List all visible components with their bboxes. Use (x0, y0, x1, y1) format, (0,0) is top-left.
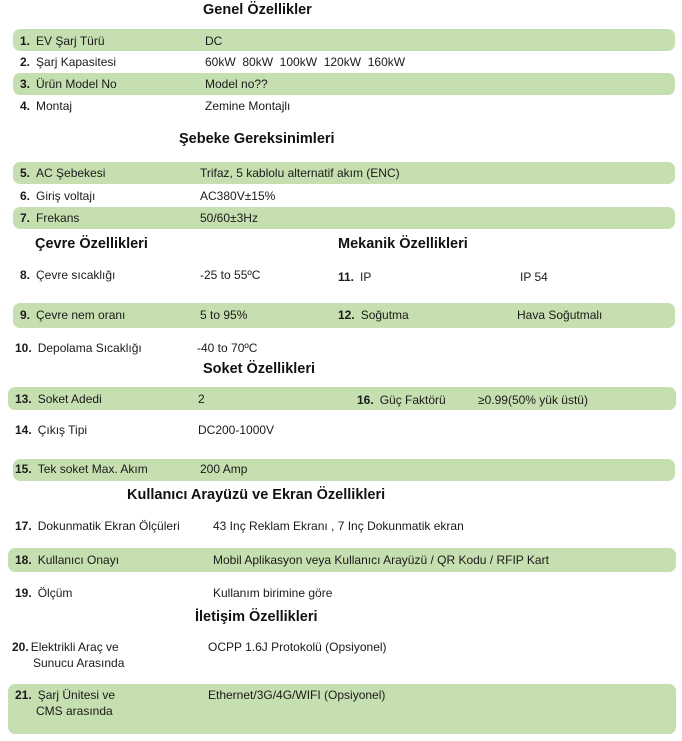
spec-label (15, 462, 148, 477)
spec-label (15, 519, 180, 534)
spec-number: 18. (15, 553, 32, 567)
spec-label (338, 270, 371, 285)
spec-label-text: Ölçüm (37, 586, 73, 600)
spec-number: 16. (357, 393, 374, 407)
spec-number: 12. (338, 308, 355, 322)
spec-number: 13. (15, 392, 32, 406)
section-iletisim-heading: İletişim Özellikleri (195, 609, 318, 625)
spec-value: 5 to 95% (200, 308, 248, 322)
row-band (13, 29, 675, 51)
spec-label-text: EV Şarj Türü (36, 34, 105, 48)
spec-label (20, 268, 115, 283)
spec-number: 15. (15, 462, 32, 476)
spec-number: 5. (20, 166, 31, 180)
spec-number: 14. (15, 423, 32, 437)
spec-label (12, 640, 119, 655)
spec-value: Hava Soğutmalı (517, 308, 603, 322)
spec-label (20, 166, 105, 181)
spec-number: 11. (338, 270, 355, 284)
spec-value: Mobil Aplikasyon veya Kullanıcı Arayüzü / QR Kodu / RFIP Kart (213, 553, 549, 567)
spec-label-text: Dokunmatik Ekran Ölçüleri (37, 519, 180, 533)
spec-number: 20. (12, 640, 29, 654)
spec-number: 19. (15, 586, 32, 600)
spec-value: AC380V±15% (200, 189, 276, 203)
spec-value: OCPP 1.6J Protokolü (Opsiyonel) (208, 640, 387, 654)
spec-label-text: Soket Adedi (37, 392, 102, 406)
spec-value: DC200-1000V (198, 423, 275, 437)
spec-label (20, 308, 125, 323)
spec-value: -25 to 55ºC (200, 268, 261, 282)
section-soket-heading: Soket Özellikleri (203, 361, 316, 377)
spec-label (20, 77, 117, 92)
spec-label-text: Çevre nem oranı (36, 308, 126, 322)
spec-label-text: Montaj (36, 99, 73, 113)
spec-number: 1. (20, 34, 31, 48)
section-cevre-heading: Çevre Özellikleri (35, 236, 148, 252)
spec-number: 21. (15, 688, 32, 702)
spec-label (15, 423, 87, 438)
spec-label-text: IP (360, 270, 372, 284)
spec-label-text: Frekans (36, 211, 80, 225)
spec-value: Trifaz, 5 kablolu alternatif akım (ENC) (200, 166, 400, 180)
spec-number: 7. (20, 211, 31, 225)
spec-value: DC (205, 34, 223, 48)
spec-label-text: Çevre sıcaklığı (36, 268, 116, 282)
spec-label-text: Elektrikli Araç ve (30, 640, 119, 654)
spec-label (15, 688, 115, 703)
section-mekanik-heading: Mekanik Özellikleri (338, 236, 468, 252)
spec-value: ≥0.99(50% yük üstü) (478, 393, 588, 407)
section-arayuz-heading: Kullanıcı Arayüzü ve Ekran Özellikleri (127, 487, 386, 503)
spec-number: 2. (20, 55, 31, 69)
spec-value: Model no?? (205, 77, 268, 91)
spec-label (20, 99, 72, 114)
spec-number: 6. (20, 189, 31, 203)
section-genel-heading: Genel Özellikler (203, 2, 312, 18)
spec-label-line2: CMS arasında (36, 704, 113, 718)
spec-value: 43 Inç Reklam Ekranı , 7 Inç Dokunmatik ekran (213, 519, 464, 533)
spec-number: 17. (15, 519, 32, 533)
spec-number: 8. (20, 268, 31, 282)
spec-label (20, 189, 95, 204)
spec-number: 3. (20, 77, 31, 91)
spec-label-text: Güç Faktörü (379, 393, 446, 407)
spec-value: Kullanım birimine göre (213, 586, 333, 600)
section-sebeke-heading: Şebeke Gereksinimleri (179, 131, 335, 147)
spec-value: 2 (198, 392, 205, 406)
spec-label (338, 308, 409, 323)
spec-label (15, 553, 119, 568)
spec-value: -40 to 70ºC (197, 341, 258, 355)
spec-label-text: Giriş voltajı (36, 189, 96, 203)
spec-number: 9. (20, 308, 31, 322)
spec-value: 200 Amp (200, 462, 248, 476)
spec-label-text: Çıkış Tipi (37, 423, 88, 437)
spec-label-text: Depolama Sıcaklığı (37, 341, 142, 355)
spec-label-line2: Sunucu Arasında (33, 656, 125, 670)
spec-label (20, 34, 105, 49)
spec-label (15, 586, 72, 601)
spec-value: 60kW 80kW 100kW 120kW 160kW (205, 55, 406, 69)
spec-label (15, 341, 142, 356)
spec-value: Ethernet/3G/4G/WIFI (Opsiyonel) (208, 688, 386, 702)
spec-label (357, 393, 446, 408)
spec-label-text: Soğutma (360, 308, 409, 322)
spec-label (20, 55, 116, 70)
row-band (13, 207, 675, 229)
spec-label-text: Kullanıcı Onayı (37, 553, 120, 567)
spec-label-text: Ürün Model No (36, 77, 117, 91)
spec-label-text: Şarj Ünitesi ve (37, 688, 116, 702)
spec-number: 10. (15, 341, 32, 355)
spec-label-text: Tek soket Max. Akım (37, 462, 148, 476)
spec-value: 50/60±3Hz (200, 211, 258, 225)
spec-value: IP 54 (520, 270, 548, 284)
spec-label-text: Şarj Kapasitesi (36, 55, 117, 69)
spec-label-text: AC Şebekesi (36, 166, 106, 180)
spec-value: Zemine Montajlı (205, 99, 291, 113)
spec-number: 4. (20, 99, 31, 113)
spec-label (20, 211, 79, 226)
spec-label (15, 392, 102, 407)
